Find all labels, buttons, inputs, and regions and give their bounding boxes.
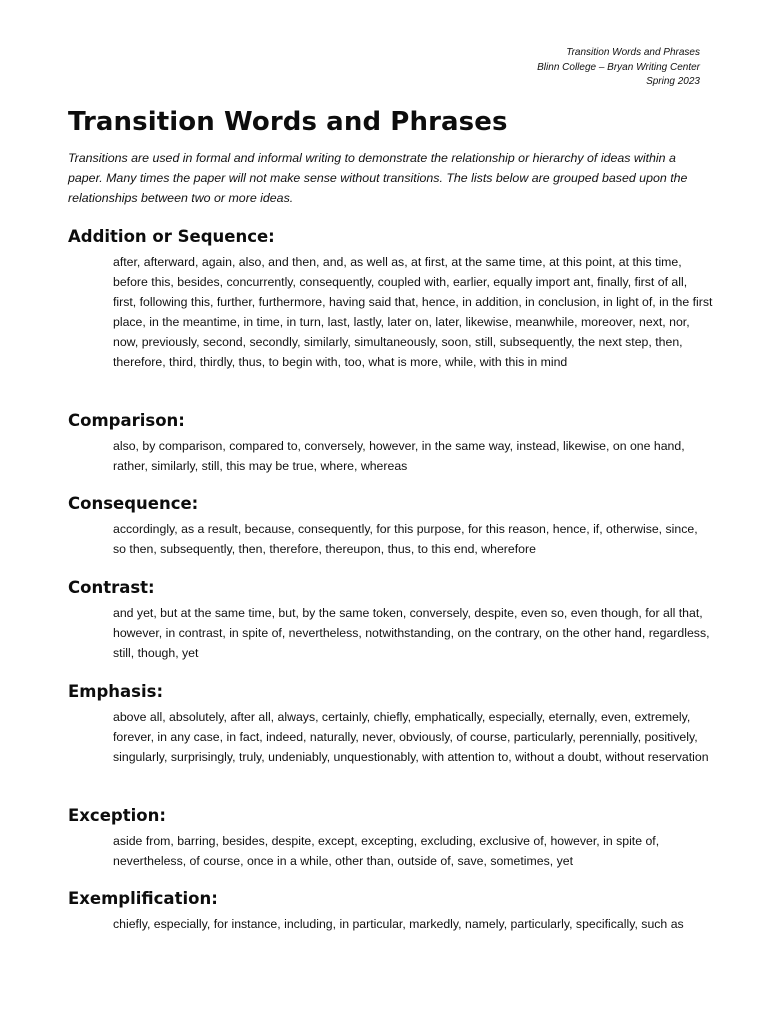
section-emphasis xyxy=(68,681,718,767)
section-heading: Contrast: xyxy=(68,578,155,597)
intro-paragraph: Transitions are used in formal and informal writing to demonstrate the relationship or hierarchy of ideas within a paper. Many times the paper will not make sense without transitions. The lists below are grouped based upon the relationships between two or more ideas. xyxy=(68,151,688,205)
running-header xyxy=(537,46,700,90)
section-heading: Exemplification: xyxy=(68,889,218,908)
header-institution: Blinn College – Bryan Writing Center xyxy=(537,61,700,73)
header-term: Spring 2023 xyxy=(646,76,700,87)
section-word-list: and yet, but at the same time, but, by the same token, conversely, despite, even so, even though, for all that, however, in contrast, in spite of, nevertheless, notwithstanding, on the contrary, on the other hand, regardless, still, though, yet xyxy=(113,606,710,661)
section-heading: Comparison: xyxy=(68,411,185,430)
section-heading: Addition or Sequence: xyxy=(68,227,275,246)
section-heading: Emphasis: xyxy=(68,682,164,701)
section-heading: Exception: xyxy=(68,806,166,825)
section-heading: Consequence: xyxy=(68,494,199,513)
section-word-list: aside from, barring, besides, despite, except, excepting, excluding, exclusive of, however, in spite of, nevertheless, of course, once in a while, other than, outside of, save, sometimes, yet xyxy=(113,834,660,869)
section-addition-sequence xyxy=(68,226,718,373)
section-comparison xyxy=(68,410,718,476)
section-word-list: accordingly, as a result, because, consequently, for this purpose, for this reason, hence, if, otherwise, since, so then, subsequently, then, therefore, thereupon, thus, to this end, wherefore xyxy=(113,522,698,557)
section-consequence xyxy=(68,493,718,559)
section-exception xyxy=(68,805,718,871)
section-word-list: chiefly, especially, for instance, including, in particular, markedly, namely, particularly, specifically, such as xyxy=(113,917,684,931)
section-word-list: above all, absolutely, after all, always, certainly, chiefly, emphatically, especially, eternally, even, extremely, forever, in any case, in fact, indeed, naturally, never, obviously, of course, particularly, perennially, positively, singularly, surprisingly, truly, undeniably, unquestionably, with attention to, without a doubt, without reservation xyxy=(113,710,709,765)
page-title: Transition Words and Phrases xyxy=(68,107,508,137)
section-word-list: also, by comparison, compared to, conversely, however, in the same way, instead, likewise, on one hand, rather, similarly, still, this may be true, where, whereas xyxy=(113,439,685,474)
section-exemplification xyxy=(68,888,718,934)
section-contrast xyxy=(68,577,718,663)
section-word-list: after, afterward, again, also, and then, and, as well as, at first, at the same time, at this point, at this time, before this, besides, concurrently, consequently, coupled with, earlier, equally import ant, finally, first of all, first, following this, further, furthermore, having said that, hence, in addition, in conclusion, in light of, in the first place, in the meantime, in time, in turn, last, lastly, later on, later, likewise, meanwhile, moreover, next, nor, now, previously, second, secondly, similarly, simultaneously, soon, still, subsequently, the next step, then, therefore, third, thirdly, thus, to begin with, too, what is more, while, with this in mind xyxy=(113,255,713,370)
header-doc-title: Transition Words and Phrases xyxy=(566,47,700,58)
